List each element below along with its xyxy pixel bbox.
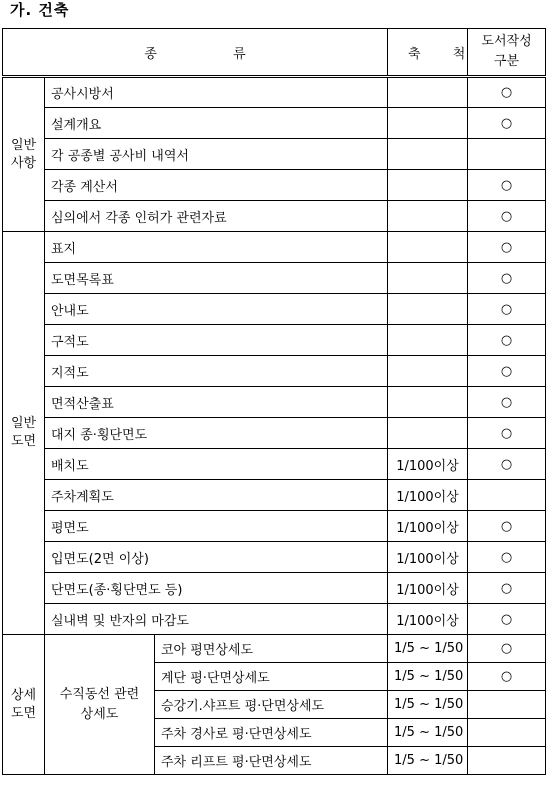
- document-type-cell: [468, 387, 546, 418]
- item-name-cell: 배치도: [45, 449, 388, 480]
- check-circle-icon: ○: [500, 177, 513, 193]
- scale-cell: [388, 387, 468, 418]
- document-type-cell: [468, 511, 546, 542]
- table-row: [3, 170, 546, 201]
- document-type-cell: [468, 480, 546, 511]
- table-row: [3, 635, 546, 663]
- item-name-cell: 주차계획도: [45, 480, 388, 511]
- scale-cell: [388, 294, 468, 325]
- item-name-cell: 입면도(2면 이상): [45, 542, 388, 573]
- scale-cell: 1/100이상: [388, 573, 468, 604]
- item-name-cell: 도면목록표: [45, 263, 388, 294]
- check-circle-icon: ○: [500, 85, 513, 100]
- table-row: [3, 263, 546, 294]
- scale-cell: 1/5 ~ 1/50: [388, 691, 468, 719]
- scale-cell: [388, 77, 468, 108]
- subgroup-vertical-circulation: 수직동선 관련 상세도: [45, 635, 155, 775]
- check-circle-icon: ○: [500, 641, 513, 656]
- document-type-cell: [468, 635, 546, 663]
- document-type-cell: [468, 170, 546, 201]
- scale-cell: 1/100이상: [388, 511, 468, 542]
- drawing-list-table: [2, 28, 546, 775]
- item-name-cell: 심의에서 각종 인허가 관련자료: [45, 201, 388, 232]
- group-general-items: 일반 사항: [3, 77, 45, 232]
- document-type-cell: [468, 325, 546, 356]
- document-type-cell: [468, 263, 546, 294]
- item-name-cell: 면적산출표: [45, 387, 388, 418]
- table-row: [3, 232, 546, 263]
- document-type-cell: [468, 604, 546, 635]
- check-circle-icon: ○: [500, 239, 513, 255]
- check-circle-icon: ○: [500, 611, 513, 627]
- document-type-cell: [468, 449, 546, 480]
- item-name-cell: 승강기.샤프트 평·단면상세도: [155, 691, 388, 719]
- item-name-cell: 코아 평면상세도: [155, 635, 388, 663]
- scale-cell: [388, 139, 468, 170]
- item-name-cell: 설계개요: [45, 108, 388, 139]
- check-circle-icon: ○: [500, 394, 513, 410]
- table-row: [3, 139, 546, 170]
- check-circle-icon: ○: [500, 301, 513, 317]
- check-circle-icon: ○: [500, 425, 513, 441]
- header-scale: 축 척: [388, 29, 468, 77]
- document-type-cell: [468, 294, 546, 325]
- header-document-type: 도서작성 구분: [468, 29, 546, 77]
- check-circle-icon: ○: [500, 669, 513, 684]
- table-row: [3, 573, 546, 604]
- scale-cell: 1/5 ~ 1/50: [388, 663, 468, 691]
- table-row: [3, 542, 546, 573]
- document-type-cell: [468, 139, 546, 170]
- table-row: [3, 201, 546, 232]
- item-name-cell: 각종 계산서: [45, 170, 388, 201]
- scale-cell: [388, 108, 468, 139]
- table-row: [3, 387, 546, 418]
- document-type-cell: [468, 719, 546, 747]
- check-circle-icon: ○: [500, 580, 513, 596]
- check-circle-icon: ○: [500, 363, 513, 379]
- scale-cell: [388, 263, 468, 294]
- page-title: 가. 건축: [10, 1, 70, 19]
- document-type-cell: [468, 691, 546, 719]
- document-type-cell: [468, 232, 546, 263]
- scale-cell: 1/5 ~ 1/50: [388, 635, 468, 663]
- item-name-cell: 단면도(종·횡단면도 등): [45, 573, 388, 604]
- table-row: [3, 294, 546, 325]
- scale-cell: 1/100이상: [388, 604, 468, 635]
- scale-cell: 1/100이상: [388, 449, 468, 480]
- check-circle-icon: ○: [500, 518, 513, 534]
- item-name-cell: 표지: [45, 232, 388, 263]
- scale-cell: [388, 325, 468, 356]
- table-row: [3, 325, 546, 356]
- table-header-row: [3, 29, 546, 77]
- check-circle-icon: ○: [500, 332, 513, 348]
- table-row: [3, 449, 546, 480]
- scale-cell: [388, 232, 468, 263]
- document-type-cell: [468, 356, 546, 387]
- scale-cell: 1/100이상: [388, 542, 468, 573]
- scale-cell: 1/5 ~ 1/50: [388, 747, 468, 775]
- document-type-cell: [468, 77, 546, 108]
- document-type-cell: [468, 201, 546, 232]
- item-name-cell: 주차 리프트 평·단면상세도: [155, 747, 388, 775]
- table-row: [3, 604, 546, 635]
- item-name-cell: 구적도: [45, 325, 388, 356]
- scale-cell: [388, 356, 468, 387]
- scale-cell: [388, 170, 468, 201]
- item-name-cell: 공사시방서: [45, 77, 388, 108]
- check-circle-icon: ○: [500, 270, 513, 286]
- item-name-cell: 실내벽 및 반자의 마감도: [45, 604, 388, 635]
- table-row: [3, 108, 546, 139]
- table-row: [3, 77, 546, 108]
- document-type-cell: [468, 418, 546, 449]
- table-row: [3, 511, 546, 542]
- item-name-cell: 주차 경사로 평·단면상세도: [155, 719, 388, 747]
- item-name-cell: 각 공종별 공사비 내역서: [45, 139, 388, 170]
- group-detail-drawings: 상세 도면: [3, 635, 45, 775]
- check-circle-icon: ○: [500, 115, 513, 131]
- table-row: [3, 418, 546, 449]
- item-name-cell: 대지 종·횡단면도: [45, 418, 388, 449]
- item-name-cell: 계단 평·단면상세도: [155, 663, 388, 691]
- scale-cell: 1/100이상: [388, 480, 468, 511]
- item-name-cell: 평면도: [45, 511, 388, 542]
- scale-cell: 1/5 ~ 1/50: [388, 719, 468, 747]
- group-general-drawings: 일반 도면: [3, 232, 45, 635]
- document-type-cell: [468, 542, 546, 573]
- check-circle-icon: ○: [500, 456, 513, 472]
- scale-cell: [388, 418, 468, 449]
- document-type-cell: [468, 573, 546, 604]
- check-circle-icon: ○: [500, 208, 513, 224]
- document-type-cell: [468, 108, 546, 139]
- item-name-cell: 지적도: [45, 356, 388, 387]
- document-type-cell: [468, 663, 546, 691]
- item-name-cell: 안내도: [45, 294, 388, 325]
- check-circle-icon: ○: [500, 549, 513, 565]
- scale-cell: [388, 201, 468, 232]
- document-type-cell: [468, 747, 546, 775]
- header-kind: 종 류: [3, 29, 388, 77]
- table-row: [3, 480, 546, 511]
- table-row: [3, 356, 546, 387]
